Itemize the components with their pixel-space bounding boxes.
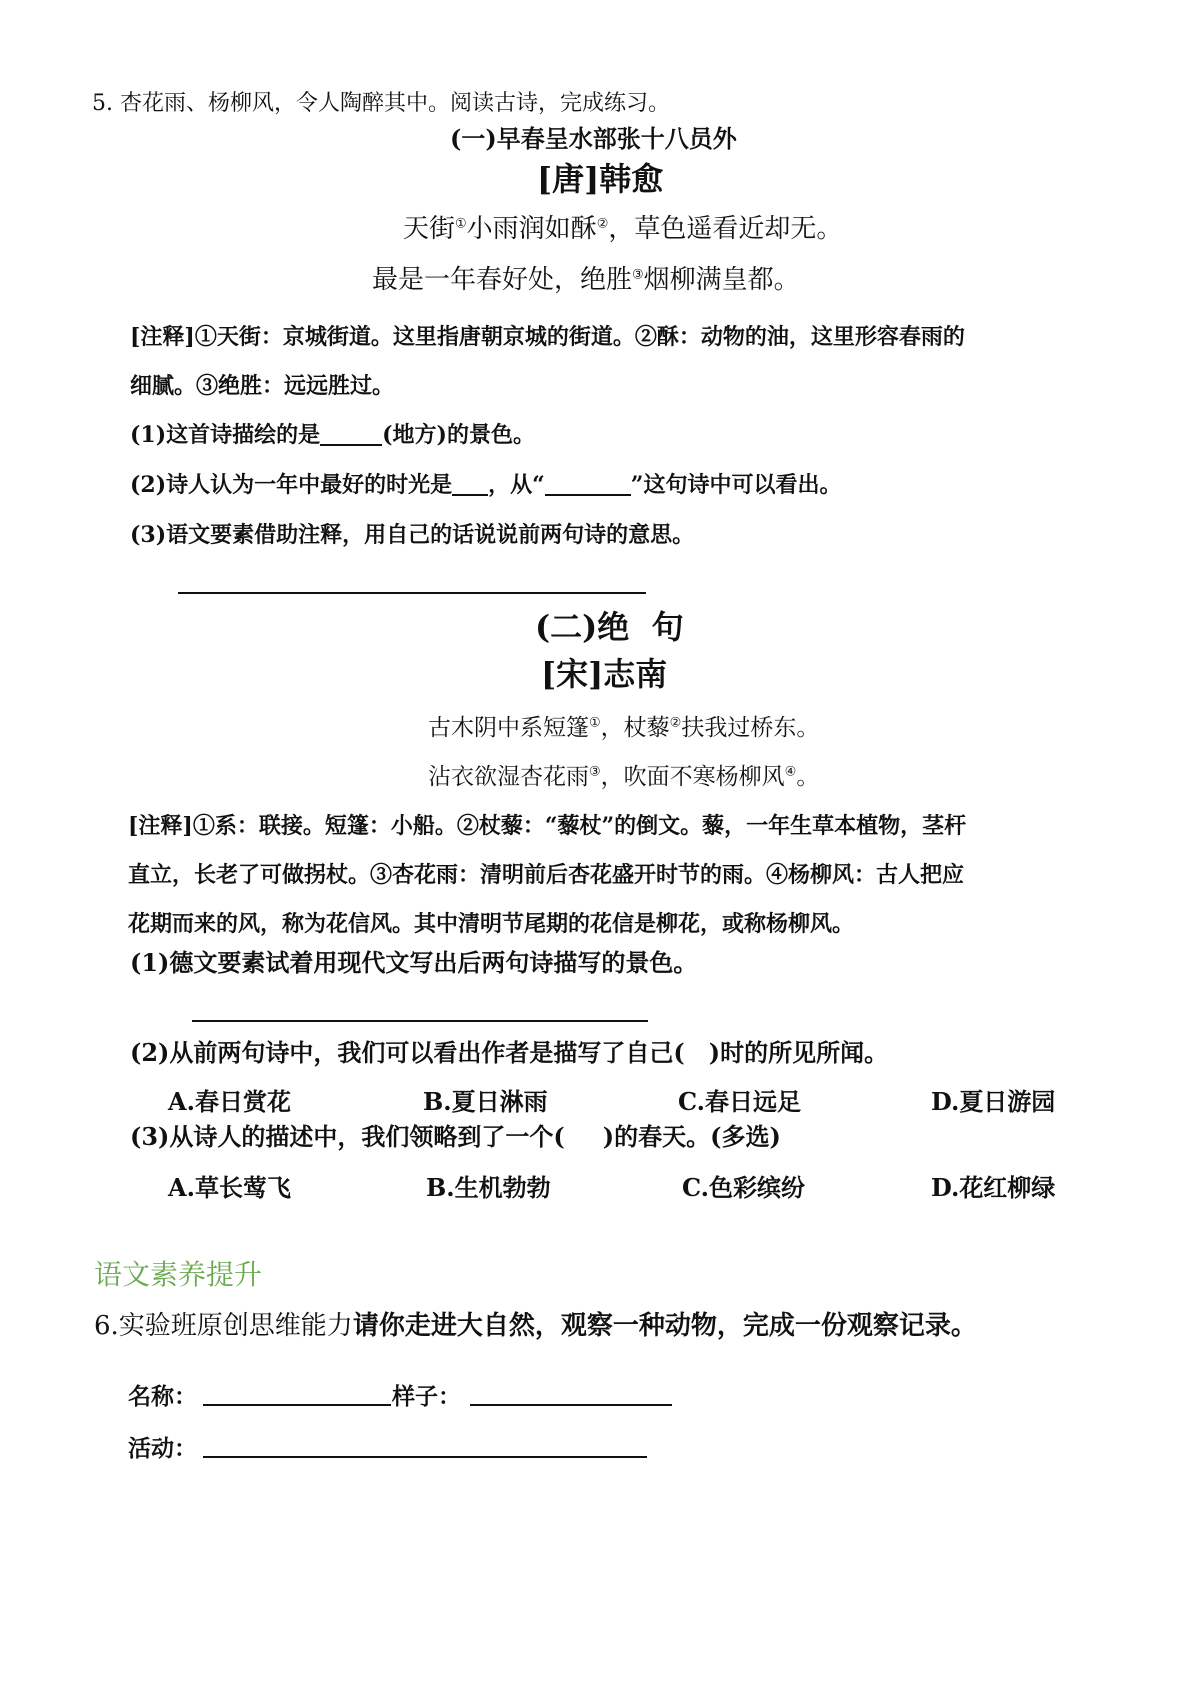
section-heading: 语文素养提升: [94, 1258, 263, 1291]
poem1-note-line2: 细腻。③绝胜：远远胜过。: [130, 373, 395, 399]
poem1-line2: 最是一年春好处，绝胜③烟柳满皇都。: [372, 265, 800, 295]
poem1-q2: (2)诗人认为一年中最好的时光是 ，从“ ”这句诗中可以看出。: [130, 472, 842, 498]
poem2-note-line3: 花期而来的风，称为花信风。其中清明节尾期的花信是柳花，或称杨柳风。: [128, 911, 855, 937]
poem1-note-line1: [注释]①天街：京城街道。这里指唐朝京城的街道。②酥：动物的油，这里形容春雨的: [130, 324, 965, 350]
q2-option-a[interactable]: A.春日赏花: [168, 1087, 291, 1116]
look-answer-line[interactable]: [470, 1404, 672, 1406]
q3-option-d[interactable]: D.花红柳绿: [931, 1173, 1056, 1202]
q5-intro: 5. 杏花雨、杨柳风，令人陶醉其中。阅读古诗，完成练习。: [92, 91, 670, 116]
q6-activity-label: 活动：: [128, 1435, 197, 1462]
q2-option-d[interactable]: D.夏日游园: [931, 1087, 1056, 1116]
poem2-note-line1: [注释]①系：联接。短篷：小船。②杖藜：“藜杖”的倒文。藜，一年生草本植物，茎杆: [128, 813, 967, 839]
poem1-title: (一)早春呈水部张十八员外: [450, 124, 737, 153]
poem2-q2: (2)从前两句诗中，我们可以看出作者是描写了自己( )时的所见所闻。: [130, 1038, 889, 1067]
q6-prefix: 6.实验班原创思维能力: [94, 1311, 353, 1341]
poem2-line2: 沾衣欲湿杏花雨③，吹面不寒杨柳风④。: [428, 764, 820, 790]
poem2-line1: 古木阴中系短篷①，杖藜②扶我过桥东。: [428, 715, 820, 741]
poem1-line1: 天街①小雨润如酥②，草色遥看近却无。: [403, 214, 843, 244]
answer-blank[interactable]: [320, 422, 382, 446]
poem2-q1: (1)德文要素试着用现代文写出后两句诗描写的景色。: [130, 948, 698, 977]
answer-blank[interactable]: [545, 472, 631, 496]
poem2-author: [宋]志南: [541, 655, 668, 693]
q6-prompt: [94, 1305, 977, 1342]
poem1-q3: (3)语文要素借助注释，用自己的话说说前两句诗的意思。: [130, 522, 695, 548]
poem2-q3: (3)从诗人的描述中，我们领略到了一个( )的春天。(多选): [130, 1122, 781, 1151]
poem1-q1: (1)这首诗描绘的是 (地方)的景色。: [130, 422, 535, 448]
q3-option-b[interactable]: B.生机勃勃: [426, 1173, 551, 1202]
q3-option-c[interactable]: C.色彩缤纷: [682, 1173, 806, 1202]
answer-blank[interactable]: [452, 472, 488, 496]
q6-look-label: 样子：: [392, 1383, 461, 1410]
answer-line[interactable]: [178, 592, 646, 594]
poem1-author: [唐]韩愈: [537, 160, 664, 198]
name-answer-line[interactable]: [203, 1404, 391, 1406]
q6-name-label: 名称：: [128, 1383, 197, 1410]
poem2-title: (二)绝 句: [535, 608, 684, 646]
poem2-note-line2: 直立，长老了可做拐杖。③杏花雨：清明前后杏花盛开时节的雨。④杨柳风：古人把应: [128, 862, 965, 888]
q6-text: 请你走进大自然，观察一种动物，完成一份观察记录。: [352, 1311, 977, 1341]
answer-line[interactable]: [192, 1020, 648, 1022]
q3-option-a[interactable]: A.草长莺飞: [168, 1173, 291, 1202]
q2-option-b[interactable]: B.夏日淋雨: [423, 1087, 548, 1116]
activity-answer-line[interactable]: [203, 1456, 647, 1458]
q2-option-c[interactable]: C.春日远足: [678, 1087, 802, 1116]
